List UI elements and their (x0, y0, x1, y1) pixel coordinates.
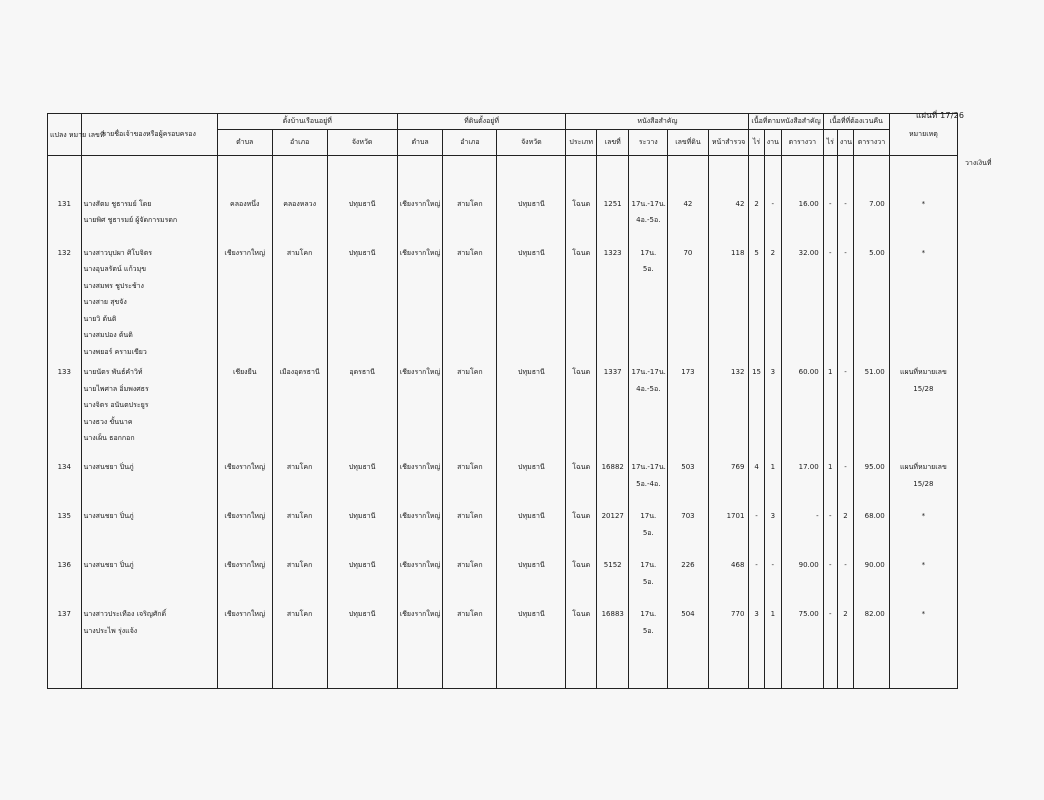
survey-page-cell: 1701 (708, 504, 749, 553)
survey-sheet-line: 17น. (640, 610, 657, 618)
deed-no-cell: 5152 (596, 553, 629, 602)
survey-sheet-cell (629, 360, 668, 455)
ex-sq-wa-cell: 95.00 (854, 455, 890, 504)
deed-type-cell: โฉนด (566, 192, 597, 241)
header-survey-page: หน้าสำรวจ (708, 130, 749, 156)
sq-wa-cell: 16.00 (781, 192, 823, 241)
remarks-cell: * (889, 241, 957, 361)
land-tambon-cell: เชียงรากใหญ่ (397, 602, 443, 651)
owner-name: นางสัตม ชูธารมย์ โดย (83, 199, 152, 208)
deed-type-cell: โฉนด (566, 241, 597, 361)
owner-name: นางสาวประเทือง เจริญศักดิ์ (83, 610, 167, 618)
land-tambon-cell: เชียงรากใหญ่ (397, 241, 443, 361)
ex-rai-cell: - (823, 192, 837, 241)
ex-sq-wa-cell: 68.00 (854, 504, 890, 553)
land-tambon-cell: เชียงรากใหญ่ (397, 360, 443, 455)
survey-sheet-cell (629, 241, 668, 361)
province-cell: ปทุมธานี (327, 504, 397, 553)
land-tambon-cell: เชียงรากใหญ่ (397, 192, 443, 241)
plot-no-cell: 131 (48, 192, 82, 241)
tambon-cell: เชียงรากใหญ่ (217, 553, 272, 602)
header-ex-sq-wa: ตารางวา (854, 130, 890, 156)
owner-cell (81, 553, 217, 602)
remarks-cell: * (889, 192, 957, 241)
land-province-cell: ปทุมธานี (497, 553, 566, 602)
survey-sheet-line: 5อ. (642, 577, 654, 586)
amphoe-cell: เมืองอุดรธานี (272, 360, 327, 455)
sq-wa-cell: 60.00 (781, 360, 823, 455)
land-province-cell: ปทุมธานี (497, 455, 566, 504)
owner-name: นางจิตร อนันตประยูร (83, 401, 149, 409)
deed-no-cell: 20127 (596, 504, 629, 553)
owner-name: นางสาย สุขจัง (83, 298, 127, 306)
survey-page-cell: 468 (708, 553, 749, 602)
deed-type-cell: โฉนด (566, 602, 597, 651)
header-area-by-deed: เนื้อที่ตามหนังสือสำคัญ (749, 114, 823, 130)
land-amphoe-cell: สามโคก (443, 602, 497, 651)
survey-sheet-line: 5อ. (642, 528, 654, 537)
sq-wa-cell: 17.00 (781, 455, 823, 504)
deed-type-cell: โฉนด (566, 455, 597, 504)
survey-page-cell: 42 (708, 192, 749, 241)
plot-no-cell: 132 (48, 241, 82, 361)
deed-no-cell: 16882 (596, 455, 629, 504)
ex-sq-wa-cell: 82.00 (854, 602, 890, 651)
land-no-cell: 226 (668, 553, 709, 602)
table-row (48, 360, 958, 455)
province-cell: ปทุมธานี (327, 192, 397, 241)
ngan-cell: 3 (764, 360, 781, 455)
header-owner: รายชื่อเจ้าของหรือผู้ครอบครอง (81, 114, 217, 156)
ngan-cell: - (764, 192, 781, 241)
ex-rai-cell: 1 (823, 455, 837, 504)
province-cell: ปทุมธานี (327, 602, 397, 651)
survey-sheet-line: 17น. (640, 512, 657, 520)
province-cell: อุดรธานี (327, 360, 397, 455)
land-province-cell: ปทุมธานี (497, 241, 566, 361)
owner-name: นางธวง ขั้นนาค (83, 417, 133, 426)
ex-rai-cell: - (823, 553, 837, 602)
header-ngan: งาน (764, 130, 781, 156)
ex-ngan-cell: - (837, 455, 853, 504)
survey-sheet-cell (629, 553, 668, 602)
ex-ngan-cell: - (837, 192, 853, 241)
table-row (48, 192, 958, 241)
land-amphoe-cell: สามโคก (443, 192, 497, 241)
land-no-cell: 703 (668, 504, 709, 553)
remarks-cell: * (889, 602, 957, 651)
owner-name: นางอุบลรัตน์ แก้วมุข (83, 265, 147, 273)
header-residence: ตั้งบ้านเรือนอยู่ที่ (217, 114, 397, 130)
ex-ngan-cell: - (837, 241, 853, 361)
owner-cell (81, 192, 217, 241)
deed-no-cell: 16883 (596, 602, 629, 651)
survey-sheet-line: 4อ.-5อ. (636, 216, 661, 224)
land-amphoe-cell: สามโคก (443, 360, 497, 455)
header-land-amphoe: อำเภอ (443, 130, 497, 156)
survey-page-cell: 769 (708, 455, 749, 504)
survey-sheet-cell (629, 192, 668, 241)
amphoe-cell: สามโคก (272, 504, 327, 553)
owner-cell (81, 602, 217, 651)
deed-type-cell: โฉนด (566, 504, 597, 553)
tambon-cell: เชียงยืน (217, 360, 272, 455)
owner-cell (81, 360, 217, 455)
header-survey-sheet: ระวาง (629, 130, 668, 156)
amphoe-cell: สามโคก (272, 241, 327, 361)
header-land-location: ที่ดินตั้งอยู่ที่ (397, 114, 566, 130)
tambon-cell: เชียงรากใหญ่ (217, 602, 272, 651)
land-no-cell: 70 (668, 241, 709, 361)
rai-cell: - (749, 553, 764, 602)
deed-no-cell: 1323 (596, 241, 629, 361)
owner-cell (81, 241, 217, 361)
header-title-deed: หนังสือสำคัญ (566, 114, 749, 130)
remarks-cell: * (889, 553, 957, 602)
owner-name: นายพิศ ชูธารมย์ ผู้จัดการมรดก (83, 216, 178, 224)
amphoe-cell: คลองหลวง (272, 192, 327, 241)
plot-no-cell: 137 (48, 602, 82, 651)
table-row (48, 602, 958, 651)
rai-cell: 2 (749, 192, 764, 241)
land-province-cell: ปทุมธานี (497, 192, 566, 241)
survey-sheet-cell (629, 455, 668, 504)
land-amphoe-cell: สามโคก (443, 455, 497, 504)
ex-sq-wa-cell: 5.00 (854, 241, 890, 361)
plot-no-cell: 134 (48, 455, 82, 504)
header-expropriated-area: เนื้อที่ที่ต้องเวนคืน (823, 114, 889, 130)
tambon-cell: คลองหนึ่ง (217, 192, 272, 241)
tambon-cell: เชียงรากใหญ่ (217, 241, 272, 361)
table-spacer (48, 651, 958, 689)
header-deed-type: ประเภท (566, 130, 597, 156)
survey-sheet-line: 17น. (640, 561, 657, 569)
owner-name: นางสาวบุปผา ศิโบจิตร (83, 248, 153, 257)
owner-cell (81, 455, 217, 504)
survey-sheet-line: 5อ. (642, 626, 654, 635)
remarks-cell: * (889, 504, 957, 553)
rai-cell: 4 (749, 455, 764, 504)
deed-no-cell: 1337 (596, 360, 629, 455)
survey-page-cell: 132 (708, 360, 749, 455)
header-rai: ไร่ (749, 130, 764, 156)
owner-name: นางสมปอง ต้นติ (83, 331, 133, 339)
rai-cell: - (749, 504, 764, 553)
table-row (48, 455, 958, 504)
survey-sheet-line: 4อ.-5อ. (636, 384, 661, 393)
deed-type-cell: โฉนด (566, 553, 597, 602)
table-row (48, 241, 958, 361)
land-tambon-cell: เชียงรากใหญ่ (397, 504, 443, 553)
owner-name: นางสมพร ชูประช้าง (83, 281, 144, 290)
survey-sheet-line: 5อ. (642, 265, 654, 273)
ex-rai-cell: - (823, 602, 837, 651)
deed-type-cell: โฉนด (566, 360, 597, 455)
side-note: วางเงินที่ (965, 159, 992, 167)
province-cell: ปทุมธานี (327, 553, 397, 602)
plot-no-cell: 133 (48, 360, 82, 455)
remarks-cell: แผนที่หมายเลข 15/28 (889, 455, 957, 504)
land-no-cell: 504 (668, 602, 709, 651)
plot-no-cell: 135 (48, 504, 82, 553)
ngan-cell: 1 (764, 602, 781, 651)
remarks-cell: แผนที่หมายเลข 15/28 (889, 360, 957, 455)
ex-rai-cell: 1 (823, 360, 837, 455)
sq-wa-cell: 75.00 (781, 602, 823, 651)
amphoe-cell: สามโคก (272, 602, 327, 651)
header-plot-no: แปลง หมาย เลขที่ (48, 114, 82, 156)
header-land-province: จังหวัด (497, 130, 566, 156)
header-sq-wa: ตารางวา (781, 130, 823, 156)
ex-ngan-cell: - (837, 553, 853, 602)
province-cell: ปทุมธานี (327, 241, 397, 361)
expropriation-table (47, 113, 958, 689)
ex-ngan-cell: 2 (837, 504, 853, 553)
tambon-cell: เชียงรากใหญ่ (217, 455, 272, 504)
header-deed-no: เลขที่ (596, 130, 629, 156)
ex-rai-cell: - (823, 241, 837, 361)
page-number: แผ่นที่ 17/26 (916, 111, 965, 120)
ex-ngan-cell: - (837, 360, 853, 455)
rai-cell: 5 (749, 241, 764, 361)
ex-sq-wa-cell: 90.00 (854, 553, 890, 602)
ngan-cell: 1 (764, 455, 781, 504)
header-remarks: หมายเหตุ (889, 114, 957, 156)
land-province-cell: ปทุมธานี (497, 360, 566, 455)
amphoe-cell: สามโคก (272, 553, 327, 602)
header-land-tambon: ตำบล (397, 130, 443, 156)
land-no-cell: 173 (668, 360, 709, 455)
land-no-cell: 42 (668, 192, 709, 241)
survey-sheet-line: 17น. (640, 248, 657, 257)
ngan-cell: 2 (764, 241, 781, 361)
survey-page-cell: 118 (708, 241, 749, 361)
header-province: จังหวัด (327, 130, 397, 156)
amphoe-cell: สามโคก (272, 455, 327, 504)
ex-sq-wa-cell: 7.00 (854, 192, 890, 241)
land-amphoe-cell: สามโคก (443, 553, 497, 602)
owner-name: นางสนชยา ปิ่นภู่ (83, 561, 134, 569)
land-tambon-cell: เชียงรากใหญ่ (397, 455, 443, 504)
owner-name: นายวิ ต้นติ (83, 314, 117, 323)
ngan-cell: - (764, 553, 781, 602)
land-province-cell: ปทุมธานี (497, 602, 566, 651)
rai-cell: 3 (749, 602, 764, 651)
land-no-cell: 503 (668, 455, 709, 504)
deed-no-cell: 1251 (596, 192, 629, 241)
rai-cell: 15 (749, 360, 764, 455)
header-amphoe: อำเภอ (272, 130, 327, 156)
survey-sheet-line: 17น.-17น. (631, 463, 666, 471)
header-land-no: เลขที่ดิน (668, 130, 709, 156)
owner-name: นายนัตร พันธ์คำวิท์ (83, 368, 143, 376)
land-amphoe-cell: สามโคก (443, 504, 497, 553)
owner-cell (81, 504, 217, 553)
land-amphoe-cell: สามโคก (443, 241, 497, 361)
owner-name: นางเผ็น ธอกกอก (83, 434, 135, 442)
table-spacer (48, 156, 958, 192)
ex-sq-wa-cell: 51.00 (854, 360, 890, 455)
header-ex-ngan: งาน (837, 130, 853, 156)
owner-name: นางพยอร์ ครามเขียว (83, 347, 147, 356)
owner-name: นางสนชยา ปิ่นภู่ (83, 463, 134, 471)
sq-wa-cell: - (781, 504, 823, 553)
survey-sheet-cell (629, 602, 668, 651)
ex-ngan-cell: 2 (837, 602, 853, 651)
survey-sheet-line: 17น.-17น. (631, 368, 666, 376)
tambon-cell: เชียงรากใหญ่ (217, 504, 272, 553)
survey-page-cell: 770 (708, 602, 749, 651)
province-cell: ปทุมธานี (327, 455, 397, 504)
plot-no-cell: 136 (48, 553, 82, 602)
sq-wa-cell: 32.00 (781, 241, 823, 361)
table-row (48, 504, 958, 553)
ex-rai-cell: - (823, 504, 837, 553)
survey-sheet-line: 17น.-17น. (631, 199, 666, 208)
sq-wa-cell: 90.00 (781, 553, 823, 602)
ngan-cell: 3 (764, 504, 781, 553)
survey-sheet-line: 5อ.-4อ. (636, 479, 661, 488)
header-tambon: ตำบล (217, 130, 272, 156)
land-tambon-cell: เชียงรากใหญ่ (397, 553, 443, 602)
header-ex-rai: ไร่ (823, 130, 837, 156)
owner-name: นางประไพ รุ่งแจ้ง (83, 626, 138, 635)
land-province-cell: ปทุมธานี (497, 504, 566, 553)
owner-name: นางสนชยา ปิ่นภู่ (83, 512, 134, 520)
table-row (48, 553, 958, 602)
survey-sheet-cell (629, 504, 668, 553)
owner-name: นายไพศาล อิ่มพงศธร (83, 384, 149, 393)
